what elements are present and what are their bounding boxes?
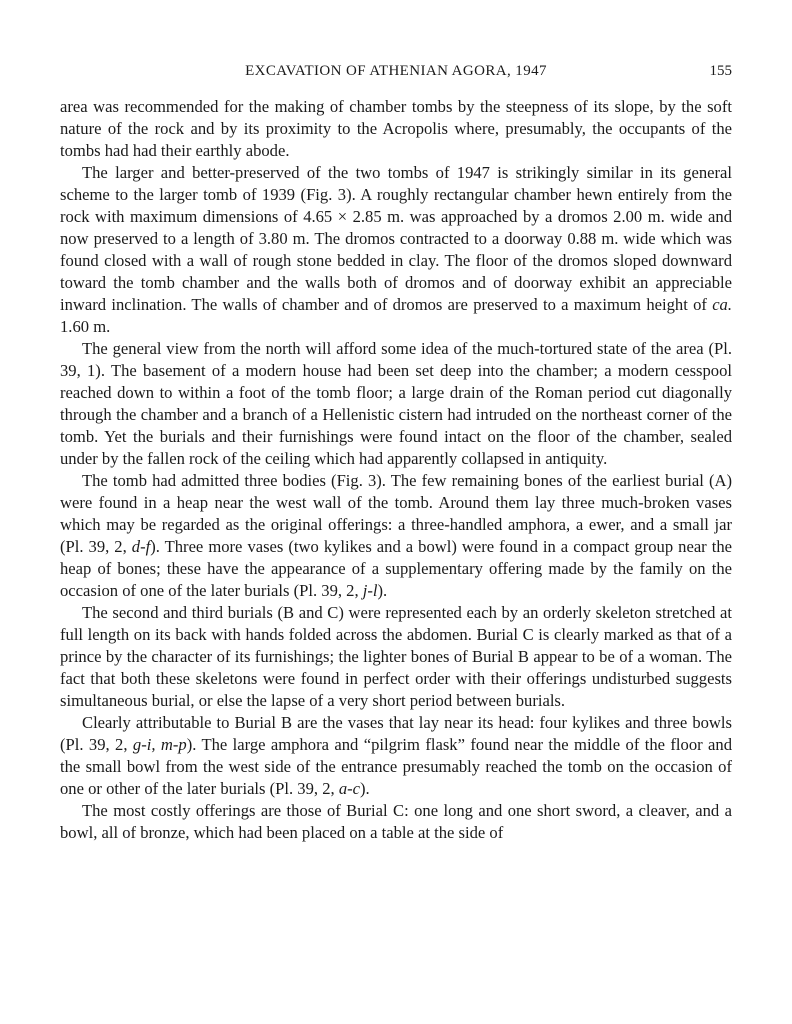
paragraph-1 xyxy=(60,96,732,162)
paragraph-2-italic: ca. xyxy=(712,295,732,314)
paragraph-4 xyxy=(60,470,732,602)
paragraph-2 xyxy=(60,162,732,338)
paragraph-4-text-a: The tomb had admitted three bodies (Fig. 3). The few remaining bones of the earliest burial (A) were found in a heap near the west wall of the tomb. Around them lay three much-broken vases which may be regarded as the original offerings: a three-handled amphora, a ewer, and a small jar (Pl. 39, 2, xyxy=(60,471,732,556)
paragraph-2-text: The larger and better-preserved of the two tombs of 1947 is strikingly similar in its general scheme to the larger tomb of 1939 (Fig. 3). A roughly rectangular chamber hewn entirely from the rock with maximum dimensions of 4.65 × 2.85 m. was approached by a dromos 2.00 m. wide and now preserved to a length of 3.80 m. The dromos contracted to a doorway 0.88 m. wide which was found closed with a wall of rough stone bedded in clay. The floor of the dromos sloped downward toward the tomb chamber and the walls both of dromos and of doorway exhibit an appreciable inward inclination. The walls of chamber and of dromos are preserved to a maximum height of xyxy=(60,163,732,314)
paragraph-6-text-b: ). The large amphora and “pilgrim flask” found near the middle of the floor and the small bowl from the west side of the entrance presumably reached the tomb on the occasion of one or other of the later burials (Pl. 39, 2, xyxy=(60,735,733,798)
page-header xyxy=(60,60,732,86)
paragraph-7 xyxy=(60,800,732,844)
paragraph-6 xyxy=(60,712,732,800)
paragraph-4-text-b: ). Three more vases (two kylikes and a bowl) were found in a compact group near the heap of bones; these have the appearance of a supplementary offering made by the family on the occasion of one of the later burials (Pl. 39, 2, xyxy=(60,537,732,600)
paragraph-7-text: The most costly offerings are those of Burial C: one long and one short sword, a cleaver, and a bowl, all of bronze, which had been placed on a table at the side of xyxy=(60,801,732,842)
paragraph-4-italic-2: j-l xyxy=(362,581,378,600)
paragraph-5-text: The second and third burials (B and C) were represented each by an orderly skeleton stretched at full length on its back with hands folded across the abdomen. Burial C is clearly marked as that of a prince by the character of its furnishings; the lighter bones of Burial B appear to be of a woman. The fact that both these skeletons were found in perfect order with their offerings undisturbed suggests simultaneous burial, or else the lapse of a very short period between burials. xyxy=(60,603,732,710)
paragraph-4-italic-1: d-f xyxy=(131,537,151,556)
paragraph-6-text-a: Clearly attributable to Burial B are the vases that lay near its head: four kylikes and three bowls (Pl. 39, 2, xyxy=(60,713,732,754)
paragraph-1-text: area was recommended for the making of chamber tombs by the steepness of its slope, by the soft nature of the rock and by its proximity to the Acropolis where, presumably, the occupants of the tombs had had their earthly abode. xyxy=(60,97,732,160)
paragraph-4-text-c: ). xyxy=(377,581,388,600)
paragraph-5 xyxy=(60,602,732,712)
paragraph-2-end: 1.60 m. xyxy=(60,317,111,336)
paragraph-3 xyxy=(60,338,732,470)
document-page xyxy=(60,60,732,844)
page-number: 155 xyxy=(709,63,732,79)
paragraph-6-italic-2: a-c xyxy=(338,779,361,798)
paragraph-6-text-c: ). xyxy=(360,779,370,798)
paragraph-6-italic-1: g-i, m-p xyxy=(132,735,187,754)
running-head: EXCAVATION OF ATHENIAN AGORA, 1947 xyxy=(245,63,547,79)
paragraph-3-text: The general view from the north will afford some idea of the much-tortured state of the area (Pl. 39, 1). The basement of a modern house had been set deep into the chamber; a modern cesspool reached down to within a foot of the tomb floor; a large drain of the Roman period cut diagonally through the chamber and a branch of a Hellenistic cistern had intruded on the northeast corner of the tomb. Yet the burials and their furnishings were found intact on the floor of the chamber, sealed under by the fallen rock of the ceiling which had apparently collapsed in antiquity. xyxy=(60,339,732,468)
